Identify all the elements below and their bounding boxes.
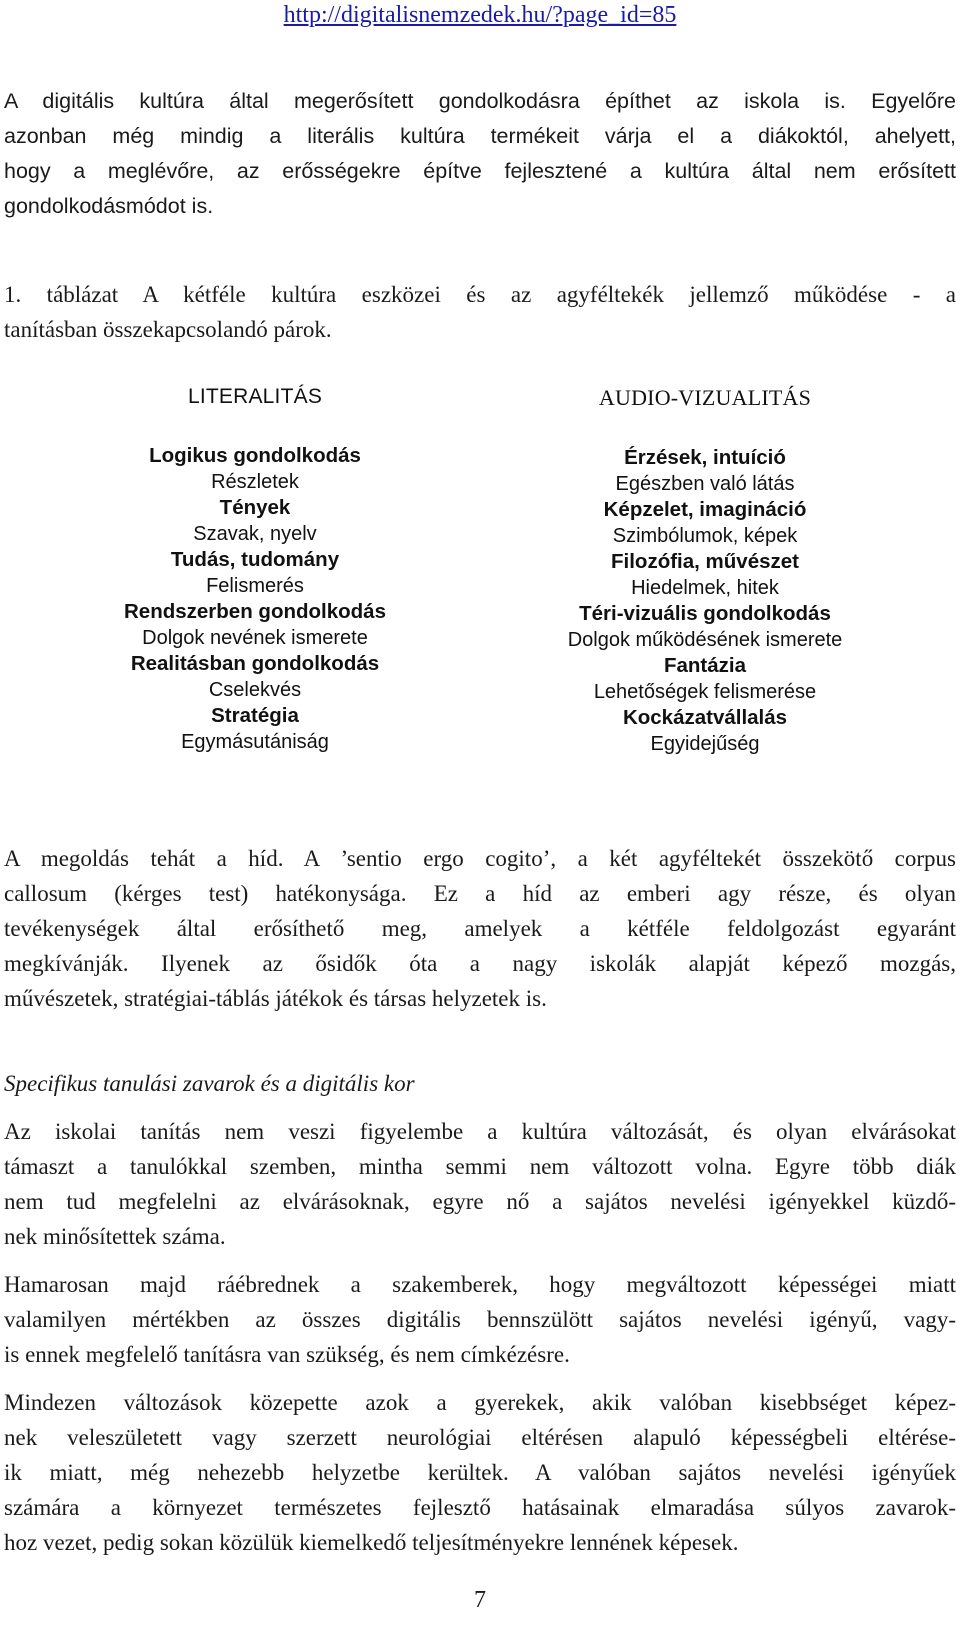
list-item: Dolgok nevének ismerete [142, 627, 368, 649]
paragraph-line: Hamarosan majd ráébrednek a szakemberek, hogy megváltozott képességei miatt [4, 1272, 956, 1297]
paragraph-line: nek minősítettek száma. [4, 1224, 226, 1249]
paragraph-line: nem tud megfelelni az elvárásoknak, egyre nő a sajátos nevelési igényekkel küzdő- [4, 1189, 956, 1214]
paragraph-line: számára a környezet természetes fejlesztő hatásainak elmaradása súlyos zavarok- [4, 1495, 956, 1520]
list-item: Érzések, intuíció [624, 446, 786, 469]
section-paragraph-3 [4, 1385, 956, 1560]
list-item: Egyidejűség [650, 733, 760, 755]
table-caption [4, 277, 956, 347]
bridge-paragraph [4, 841, 956, 1016]
audio-visuality-list [480, 445, 930, 757]
intro-paragraph [4, 84, 956, 224]
list-item: Tények [219, 496, 291, 519]
column-heading: LITERALITÁS [187, 385, 323, 408]
list-item: Filozófia, művészet [611, 550, 799, 573]
paragraph-line: A digitális kultúra által megerősített gondolkodásra építhet az iskola is. Egyelőre [4, 89, 956, 113]
paragraph-line: nek veleszületett vagy szerzett neurológiai eltérésen alapuló képességbeli eltérése- [4, 1425, 956, 1450]
section-paragraph-1 [4, 1114, 956, 1254]
section-paragraph-2 [4, 1267, 956, 1372]
source-link[interactable]: http://digitalisnemzedek.hu/?page_id=85 [283, 2, 677, 28]
literality-list [40, 443, 470, 755]
paragraph-line: megkívánják. Ilyenek az ősidők óta a nagy iskolák alapját képező mozgás, [4, 951, 956, 976]
paragraph-line: valamilyen mértékben az összes digitális bennszülött sajátos nevelési igényű, vagy- [4, 1307, 956, 1332]
page-number: 7 [474, 1587, 486, 1613]
list-item: Dolgok működésének ismerete [567, 629, 843, 651]
paragraph-line: gondolkodásmódot is. [4, 194, 214, 218]
list-item: Felismerés [206, 575, 304, 597]
paragraph-line: hogy a meglévőre, az erősségekre építve fejlesztené a kultúra által nem erősített [4, 159, 956, 183]
list-item: Hiedelmek, hitek [631, 577, 779, 599]
paragraph-line: callosum (kérges test) hatékonysága. Ez a híd az emberi agy része, és olyan [4, 881, 956, 906]
caption-line: 1. táblázat A kétféle kultúra eszközei és az agyféltekék jellemző működése - a [4, 282, 956, 307]
audio-visuality-column [480, 381, 930, 757]
paragraph-line: Mindezen változások közepette azok a gyerekek, akik valóban kisebbséget képez- [4, 1390, 956, 1415]
list-item: Egészben való látás [615, 473, 795, 495]
caption-line: tanításban összekapcsolandó párok. [4, 317, 332, 342]
list-item: Részletek [211, 471, 299, 493]
list-item: Cselekvés [208, 679, 302, 701]
list-item: Rendszerben gondolkodás [124, 600, 386, 623]
list-item: Logikus gondolkodás [149, 444, 361, 467]
paragraph-line: is ennek megfelelő tanításra van szükség, és nem címkézésre. [4, 1342, 570, 1367]
list-item: Kockázatvállalás [622, 706, 788, 729]
list-item: Fantázia [663, 654, 747, 677]
paragraph-line: hoz vezet, pedig sokan közülük kiemelkedő teljesítményekre lennének képesek. [4, 1530, 739, 1555]
paragraph-line: azonban még mindig a literális kultúra termékeit várja el a diákoktól, ahelyett, [4, 124, 956, 148]
list-item: Téri-vizuális gondolkodás [579, 602, 831, 625]
list-item: Szimbólumok, képek [612, 525, 798, 547]
list-item: Realitásban gondolkodás [130, 652, 380, 675]
paragraph-line: ik miatt, még nehezebb helyzetbe kerültek. A valóban sajátos nevelési igényűek [4, 1460, 956, 1485]
paragraph-line: Az iskolai tanítás nem veszi figyelembe a kultúra változását, és olyan elvárásokat [4, 1119, 956, 1144]
list-item: Lehetőségek felismerése [593, 681, 817, 703]
paragraph-line: támaszt a tanulókkal szemben, mintha semmi nem változott volna. Egyre több diák [4, 1154, 956, 1179]
column-heading: AUDIO-VIZUALITÁS [598, 385, 812, 410]
paragraph-line: művészetek, stratégiai-táblás játékok és társas helyzetek is. [4, 986, 547, 1011]
section-heading: Specifikus tanulási zavarok és a digitális kor [4, 1071, 415, 1096]
paragraph-line: tevékenységek által erősíthető meg, amelyek a kétféle feldolgozást egyaránt [4, 916, 956, 941]
list-item: Stratégia [211, 704, 299, 727]
paragraph-line: A megoldás tehát a híd. A ’sentio ergo cogito’, a két agyféltekét összekötő corpus [4, 846, 956, 871]
literality-column [40, 380, 470, 755]
list-item: Egymásutániság [181, 731, 329, 753]
list-item: Tudás, tudomány [170, 548, 340, 571]
list-item: Képzelet, imagináció [603, 498, 807, 521]
list-item: Szavak, nyelv [193, 523, 317, 545]
